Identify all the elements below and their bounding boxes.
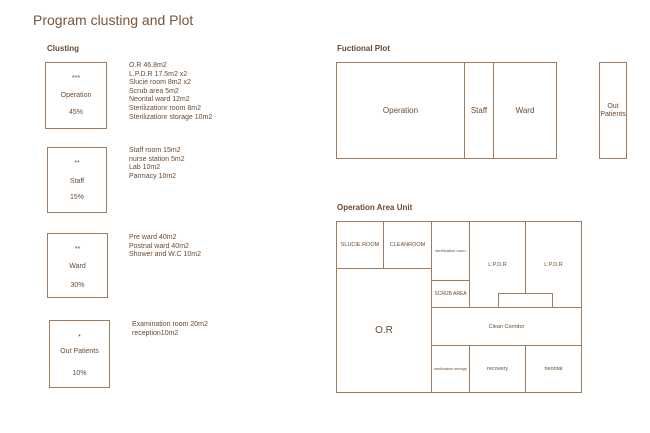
cluster-name: Ward (69, 263, 86, 270)
cluster-item: nurse station 5m2 (129, 155, 185, 163)
zone-label: Ward (515, 105, 535, 115)
cluster-name: Staff (69, 178, 85, 185)
cluster-item: Staff room 15m2 (129, 147, 181, 154)
cluster-item: reception10m2 (132, 329, 179, 337)
cluster-item: Scrub area 5m2 (129, 87, 179, 95)
cluster-priority-stars: *** (71, 75, 81, 82)
cluster-item: Lab 10m2 (129, 164, 161, 172)
clusting-heading: Clusting (47, 44, 79, 53)
room-label: Clean Corridor (488, 323, 525, 330)
room-recovery (469, 345, 526, 393)
lpdr-door-alcove (498, 293, 553, 308)
cluster-item: Sterilizationr room 8m2 (129, 104, 201, 112)
cluster-items-staff (129, 147, 185, 181)
cluster-item: Slucie room 8m2 x2 (129, 79, 191, 87)
cluster-item: Examination room 20m2 (132, 321, 208, 328)
cluster-item: Shower and W.C 10m2 (129, 251, 201, 259)
functional-plot-heading: Fuctional Plot (337, 44, 390, 53)
cluster-percent: 30% (70, 282, 85, 289)
cluster-item: Pre ward 40m2 (129, 234, 177, 241)
room-label: O.R (375, 324, 393, 336)
cluster-percent: 45% (68, 109, 83, 116)
zone-operation (336, 62, 465, 159)
room-label: SLUCIE ROOM (340, 242, 380, 248)
cluster-box-ward (47, 233, 108, 298)
room-neontal (525, 345, 582, 393)
room-label: L.P.D.R (488, 261, 507, 268)
cluster-box-operation (45, 62, 107, 129)
room-or (336, 268, 432, 393)
cluster-items-out-patients (132, 321, 208, 338)
room-label: recovery (486, 366, 509, 372)
room-sterilization (431, 221, 470, 281)
zone-label: Operation (382, 105, 419, 115)
room-label: SCRUB AREA (434, 291, 467, 297)
room-label: sterilization storage (434, 367, 467, 371)
room-sterilization-storage (431, 345, 470, 393)
cluster-box-out-patients (49, 320, 110, 388)
cluster-item: Parmacy 10m2 (129, 172, 177, 180)
cluster-percent: 15% (69, 194, 84, 201)
zone-label: Staff (470, 105, 488, 115)
cluster-box-staff (47, 147, 107, 213)
cluster-items-ward (129, 234, 201, 260)
room-slucie (336, 221, 384, 269)
room-scrub (431, 280, 470, 308)
cluster-item: Neontal ward 12m2 (129, 96, 190, 104)
room-clean (383, 221, 432, 269)
zone-label: Out Patients (600, 102, 626, 118)
cluster-name: Operation (60, 92, 92, 99)
cluster-priority-stars: ** (74, 160, 80, 167)
cluster-priority-stars: * (78, 334, 81, 341)
zone-ward (493, 62, 557, 159)
room-label: neontal (544, 366, 563, 372)
cluster-item: Sterilizationr storage 10m2 (129, 113, 213, 121)
page-title: Program clusting and Plot (33, 12, 194, 28)
cluster-name: Out Patients (60, 348, 99, 355)
clean-corridor (431, 307, 582, 346)
operation-unit-heading: Operation Area Unit (337, 203, 413, 212)
room-label: CLEANROOM (389, 242, 426, 248)
cluster-percent: 10% (72, 370, 87, 377)
room-label: L.P.D.R (544, 261, 563, 268)
zone-out-patients (599, 62, 627, 159)
cluster-item: L.P.D.R 17.5m2 x2 (129, 70, 188, 78)
cluster-items-operation (129, 62, 212, 122)
room-label: sterilization room (435, 248, 466, 253)
cluster-priority-stars: ** (74, 246, 81, 253)
cluster-item: O.R 46.8m2 (129, 62, 167, 69)
cluster-item: Postnal ward 40m2 (129, 242, 189, 250)
zone-staff (464, 62, 494, 159)
